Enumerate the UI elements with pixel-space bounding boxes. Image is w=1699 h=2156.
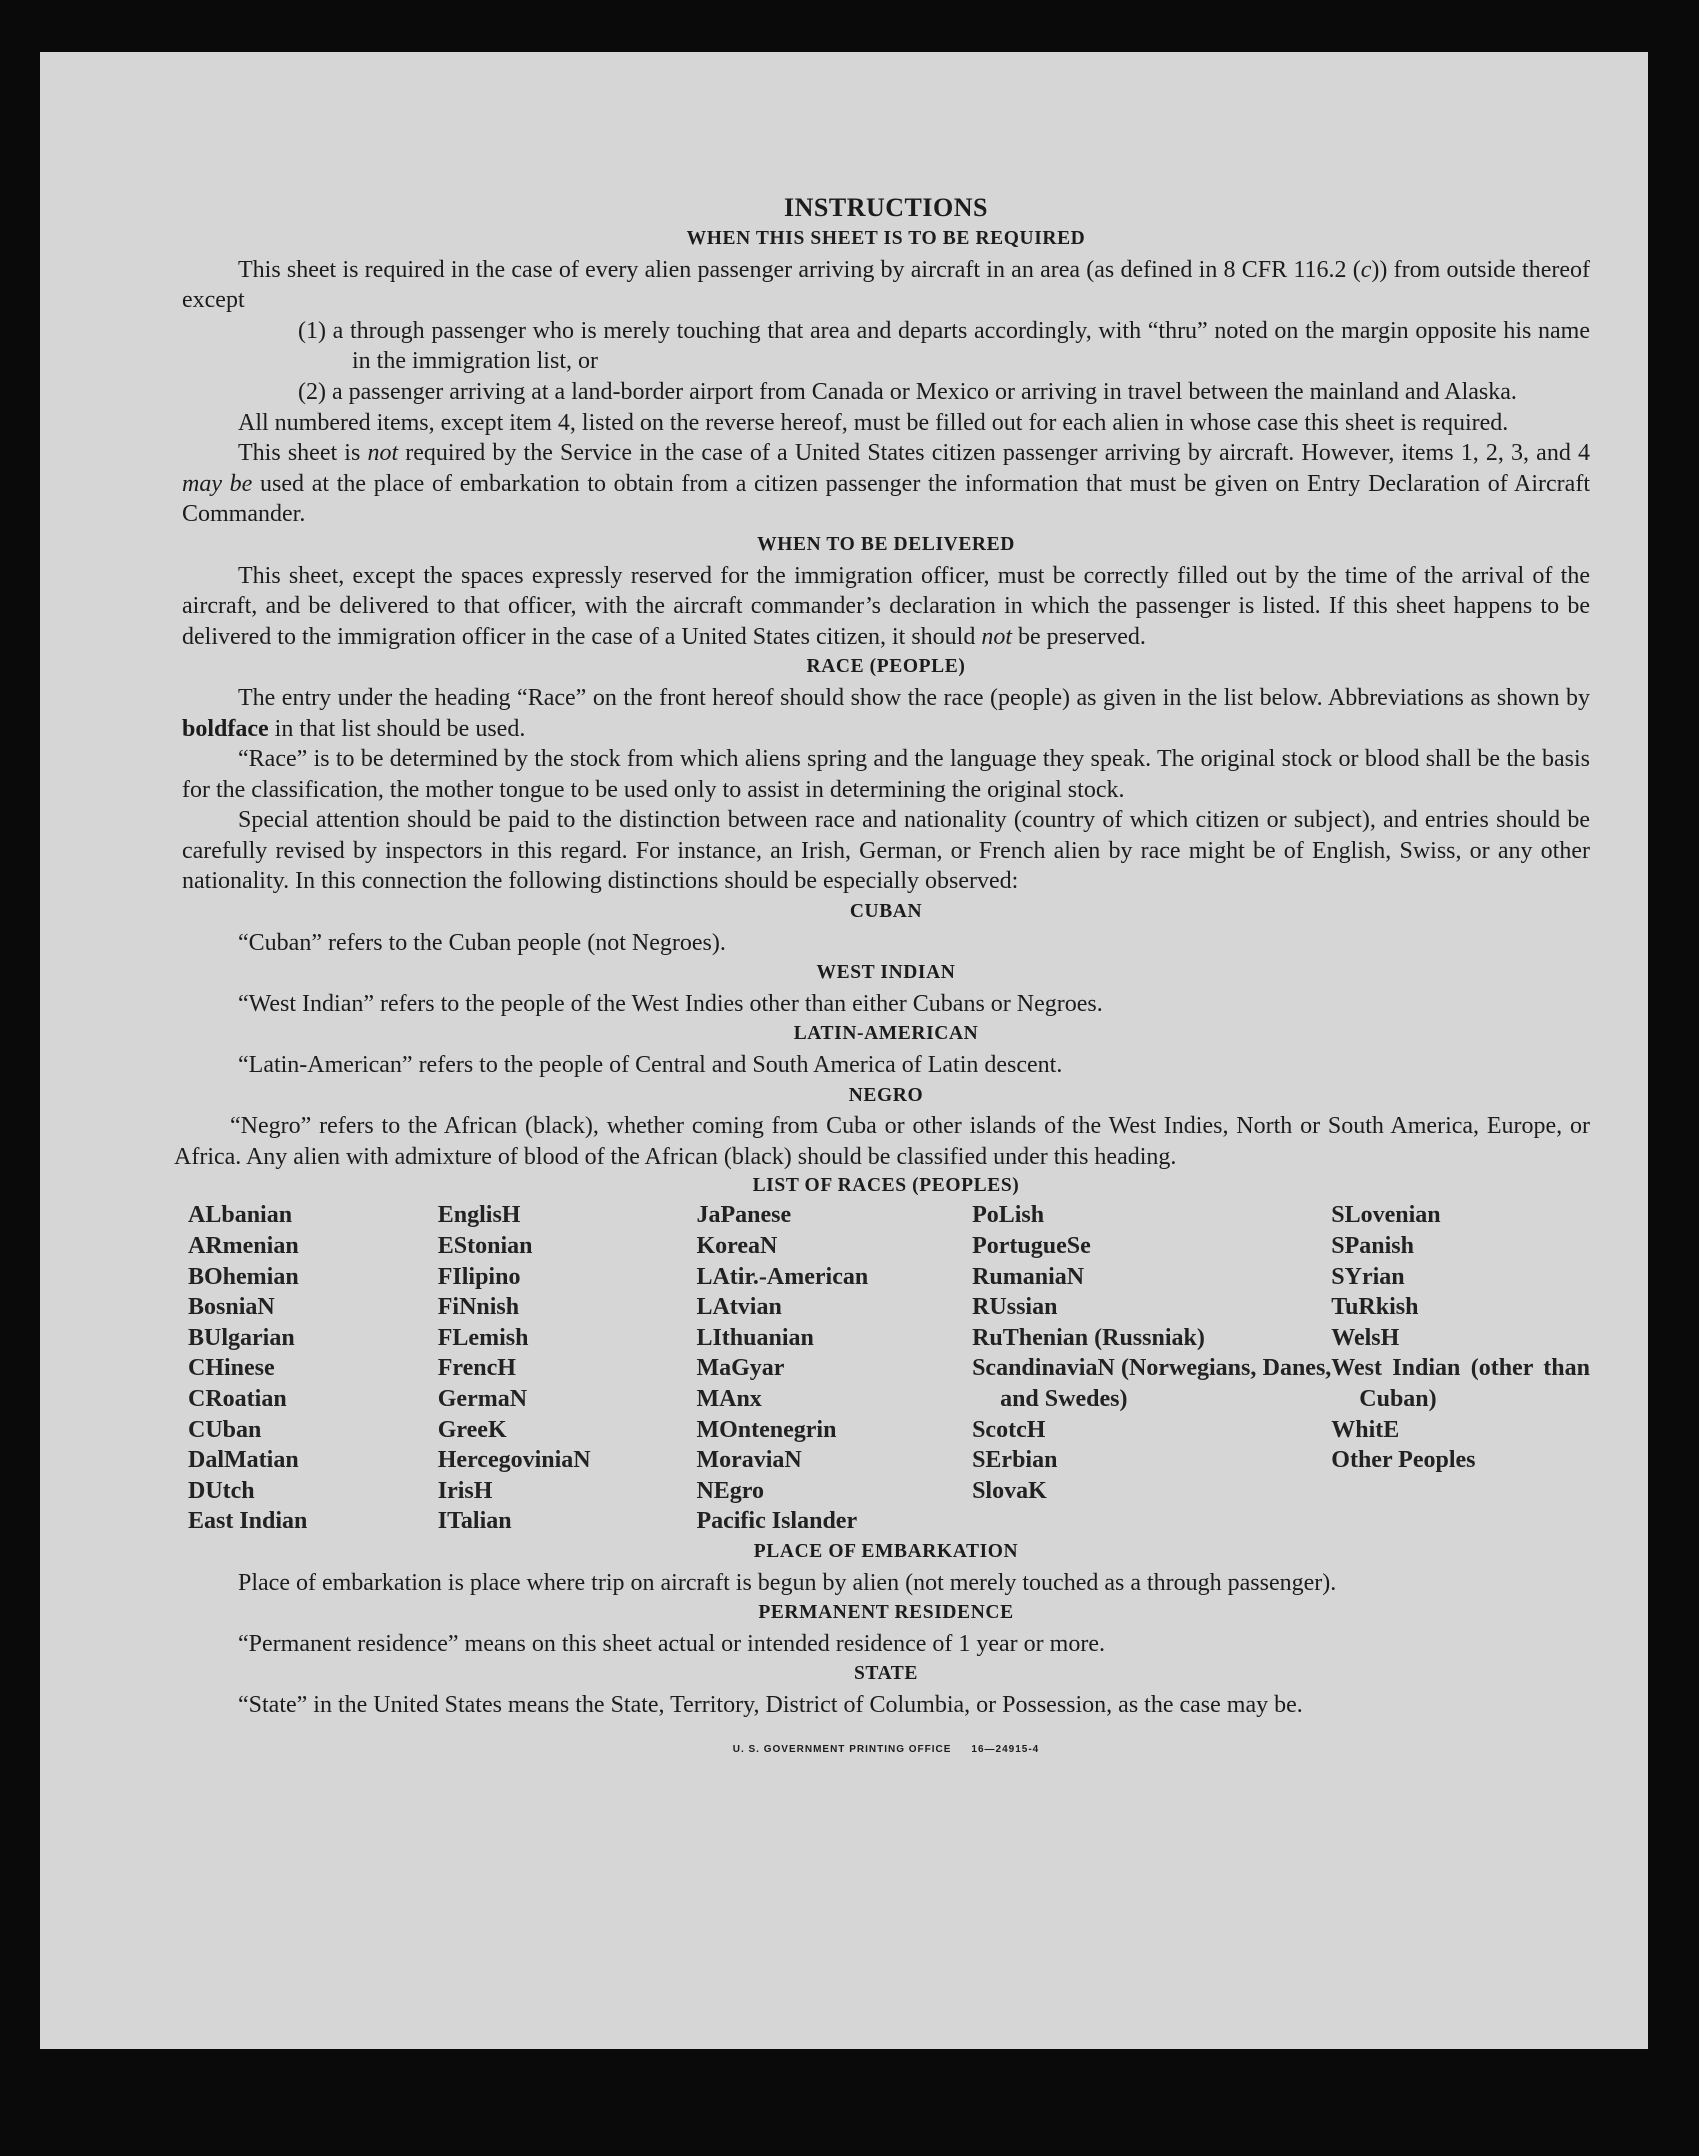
race-entry: Other Peoples <box>1331 1447 1476 1474</box>
race-entry: EStonian <box>437 1233 533 1259</box>
heading-race: RACE (PEOPLE) <box>806 656 966 678</box>
race-entry: RumaniaN <box>972 1263 1085 1290</box>
race-entry: HercegoviniaN <box>437 1447 591 1474</box>
race-entry: PortugueSe <box>972 1233 1091 1259</box>
paragraph: Place of embarkation is place where trip on aircraft is begun by alien (not merely touched as a through passenger). <box>238 1569 1337 1596</box>
race-entry: PoLish <box>972 1202 1045 1229</box>
race-entry: CRoatian <box>188 1385 287 1412</box>
race-entry: GreeK <box>437 1416 507 1443</box>
printer-imprint: U. S. GOVERNMENT PRINTING OFFICE 16—24915-4 <box>732 1743 1040 1755</box>
race-entry: DUtch <box>188 1477 255 1504</box>
paragraph: “Permanent residence” means on this sheet actual or intended residence of 1 year or more. <box>238 1630 1105 1657</box>
race-entry: SlovaK <box>972 1477 1047 1504</box>
heading-latin-american: LATIN-AMERICAN <box>793 1023 979 1045</box>
race-entry: FrencH <box>437 1355 516 1382</box>
race-entry: MoraviaN <box>696 1447 802 1474</box>
heading-list-of-races: LIST OF RACES (PEOPLES) <box>752 1175 1020 1197</box>
heading-state: STATE <box>853 1663 919 1685</box>
heading-cuban: CUBAN <box>849 901 923 923</box>
race-entry: Pacific Islander <box>696 1508 858 1535</box>
race-entry: ScotcH <box>972 1416 1046 1443</box>
race-entry: SPanish <box>1331 1233 1414 1259</box>
paragraph: “Cuban” refers to the Cuban people (not Negroes). <box>238 929 726 956</box>
race-entry: WhitE <box>1331 1416 1400 1443</box>
race-entry: FiNnish <box>437 1294 520 1321</box>
race-entry: ScandinaviaN (Norwegians, Danes, and Swedes) <box>972 1355 1332 1412</box>
heading-permanent-residence: PERMANENT RESIDENCE <box>758 1602 1014 1624</box>
heading-when-delivered: WHEN TO BE DELIVERED <box>757 533 1015 555</box>
paragraph: This sheet is required in the case of every alien passenger arriving by aircraft in an area (as defined in 8 CFR 116.2 (c)) from outside thereof except <box>182 256 1590 314</box>
paragraph: This sheet, except the spaces expressly reserved for the immigration officer, must be correctly filled out by the time of the arrival of the aircraft, and be delivered to that officer, with the aircraft commander’s declaration in which the passenger is listed. If this sheet happens to be delivered to the immigration officer in the case of a United States citizen, it should not be preserved. <box>182 562 1590 650</box>
race-entry: East Indian <box>188 1508 308 1535</box>
race-entry: ITalian <box>437 1508 512 1535</box>
paragraph: All numbered items, except item 4, listed on the reverse hereof, must be filled out for each alien in whose case this sheet is required. <box>238 409 1509 436</box>
race-entry: SYrian <box>1331 1263 1405 1290</box>
race-entry: FIlipino <box>437 1263 521 1290</box>
heading-negro: NEGRO <box>848 1084 924 1106</box>
races-column <box>696 1200 972 1537</box>
race-entry: TuRkish <box>1331 1294 1419 1321</box>
race-entry: JaPanese <box>696 1202 792 1229</box>
race-entry: MAnx <box>696 1385 762 1412</box>
race-entry: RuThenian (Russniak) <box>972 1324 1205 1351</box>
paragraph: The entry under the heading “Race” on the front hereof should show the race (people) as given in the list below. Abbreviations as shown by boldface in that list should be used. <box>182 684 1590 742</box>
paragraph: Special attention should be paid to the distinction between race and nationality (country of which citizen or subject), and entries should be carefully revised by inspectors in this regard. For instance, an Irish, German, or French alien by race might be of English, Swiss, or any other nationality. In this connection the following distinctions should be especially observed: <box>182 807 1590 895</box>
race-entry: SErbian <box>972 1447 1058 1474</box>
race-entry: EnglisH <box>437 1202 521 1229</box>
race-entry: GermaN <box>437 1385 528 1412</box>
race-entry: NEgro <box>696 1477 765 1504</box>
race-entry: LAtvian <box>696 1294 782 1321</box>
race-entry: RUssian <box>972 1294 1058 1321</box>
races-column <box>1331 1200 1590 1537</box>
list-item: (1) a through passenger who is merely touching that area and departs accordingly, with “thru” noted on the margin opposite his name in the immigration list, or <box>298 317 1590 375</box>
race-entry: FLemish <box>437 1324 529 1351</box>
heading-when-required: WHEN THIS SHEET IS TO BE REQUIRED <box>686 228 1086 249</box>
race-entry: WelsH <box>1331 1324 1400 1351</box>
race-entry: West Indian (other than Cuban) <box>1331 1355 1590 1412</box>
races-column <box>438 1200 697 1537</box>
race-entry: DalMatian <box>188 1447 299 1474</box>
paragraph: “West Indian” refers to the people of the West Indies other than either Cubans or Negroes. <box>238 990 1103 1017</box>
race-entry: MaGyar <box>696 1355 785 1382</box>
race-entry: MOntenegrin <box>696 1416 837 1443</box>
races-column <box>188 1200 438 1537</box>
races-column <box>972 1200 1331 1537</box>
paragraph: “Negro” refers to the African (black), whether coming from Cuba or other islands of the West Indies, North or South America, Europe, or Africa. Any alien with admixture of blood of the African (black) should be classified under this heading. <box>174 1113 1590 1170</box>
race-entry: BOhemian <box>188 1263 299 1290</box>
race-entry: LIthuanian <box>696 1324 814 1351</box>
race-entry: BUlgarian <box>188 1324 295 1351</box>
race-entry: BosniaN <box>188 1294 275 1321</box>
heading-embarkation: PLACE OF EMBARKATION <box>753 1540 1019 1562</box>
document-page <box>40 52 1648 2049</box>
race-entry: KoreaN <box>696 1233 778 1259</box>
paragraph: “Latin-American” refers to the people of Central and South America of Latin descent. <box>238 1052 1063 1079</box>
paragraph: “Race” is to be determined by the stock from which aliens spring and the language they speak. The original stock or blood shall be the basis for the classification, the mother tongue to be used only to assist in determining the original stock. <box>182 746 1590 803</box>
race-entry: CUban <box>188 1416 262 1443</box>
list-item: (2) a passenger arriving at a land-border airport from Canada or Mexico or arriving in travel between the mainland and Alaska. <box>298 378 1517 405</box>
instructions-content <box>174 192 1590 1765</box>
race-entry: IrisH <box>437 1477 493 1504</box>
page-title: INSTRUCTIONS <box>784 193 988 222</box>
race-entry: LAtir.-American <box>696 1263 869 1290</box>
race-entry: ALbanian <box>188 1202 293 1229</box>
races-list <box>188 1200 1590 1537</box>
paragraph: This sheet is not required by the Service in the case of a United States citizen passenger arriving by aircraft. However, items 1, 2, 3, and 4 may be used at the place of embarkation to obtain from a citizen passenger the information that must be given on Entry Declaration of Aircraft Commander. <box>182 440 1590 528</box>
race-entry: SLovenian <box>1331 1202 1441 1229</box>
paragraph: “State” in the United States means the State, Territory, District of Columbia, or Possession, as the case may be. <box>238 1691 1303 1718</box>
heading-west-indian: WEST INDIAN <box>816 962 956 984</box>
race-entry: CHinese <box>188 1355 275 1382</box>
race-entry: ARmenian <box>188 1233 299 1259</box>
